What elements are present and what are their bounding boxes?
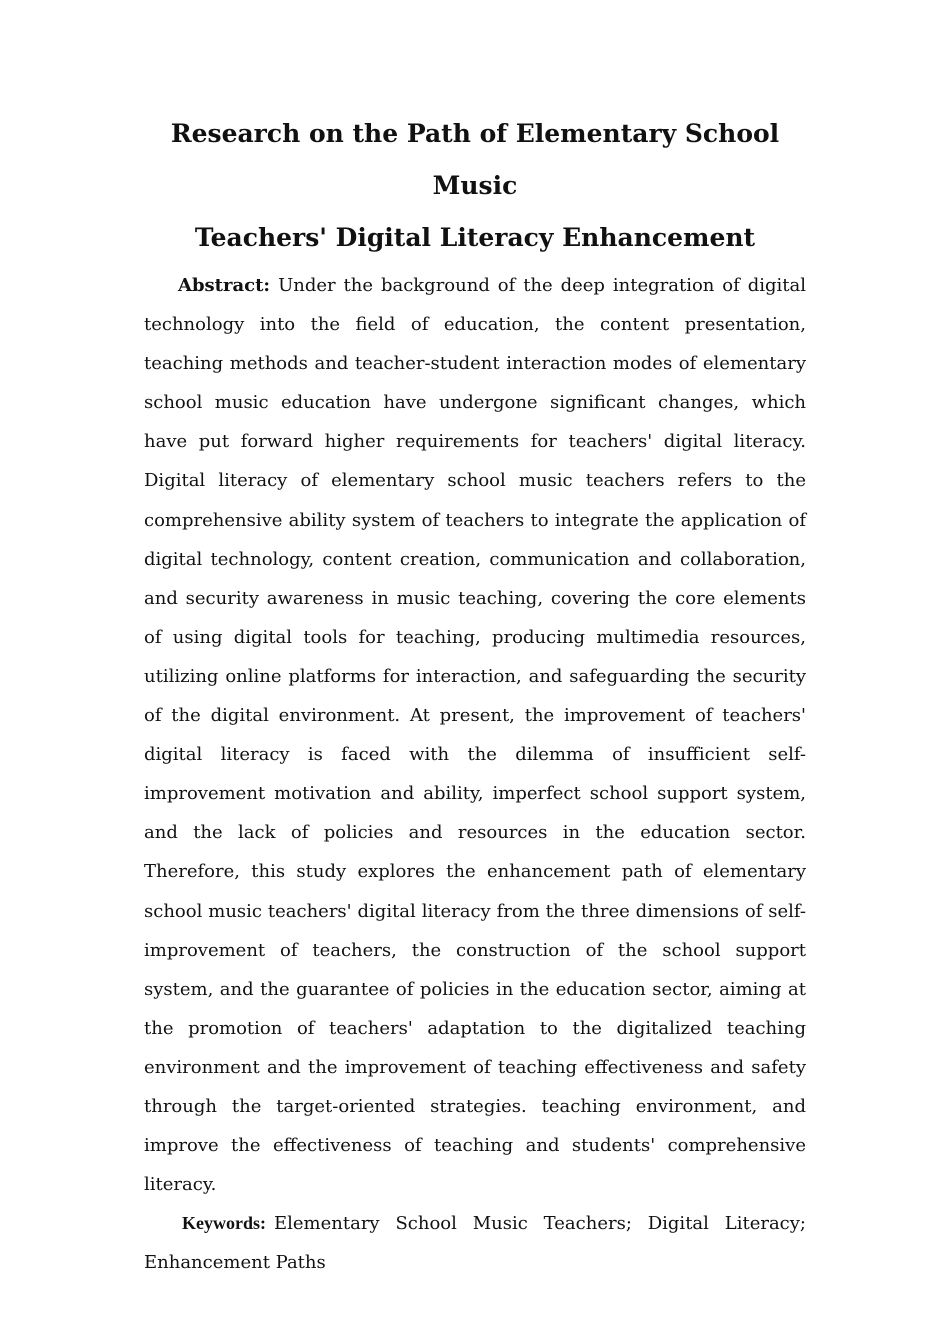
abstract-paragraph <box>144 266 806 1204</box>
title-line-1: Research on the Path of Elementary School Music <box>170 119 780 200</box>
keywords-paragraph <box>144 1204 806 1282</box>
paper-page <box>144 108 806 1282</box>
abstract-label: Abstract: <box>178 275 271 296</box>
abstract-text: Under the background of the deep integration of digital technology into the field of education, the content presentation, teaching methods and teacher-student interaction modes of elementary school music education have undergone significant changes, which have put forward higher requirements for teachers' digital literacy. Digital literacy of elementary school music teachers refers to the comprehensive ability system of teachers to integrate the application of digital technology, content creation, communication and collaboration, and security awareness in music teaching, covering the core elements of using digital tools for teaching, producing multimedia resources, utilizing online platforms for interaction, and safeguarding the security of the digital environment. At present, the improvement of teachers' digital literacy is faced with the dilemma of insufficient self-improvement motivation and ability, imperfect school support system, and the lack of policies and resources in the education sector. Therefore, this study explores the enhancement path of elementary school music teachers' digital literacy from the three dimensions of self-improvement of teachers, the construction of the school support system, and the guarantee of policies in the education sector, aiming at the promotion of teachers' adaptation to the digitalized teaching environment and the improvement of teaching effectiveness and safety through the target-oriented strategies. teaching environment, and improve the effectiveness of teaching and students' comprehensive literacy. <box>144 275 806 1196</box>
keywords-text: Elementary School Music Teachers; Digital Literacy; Enhancement Paths <box>144 1213 806 1274</box>
title-line-2: Teachers' Digital Literacy Enhancement <box>194 223 756 252</box>
keywords-label: Keywords: <box>182 1213 266 1234</box>
paper-title <box>144 108 806 264</box>
